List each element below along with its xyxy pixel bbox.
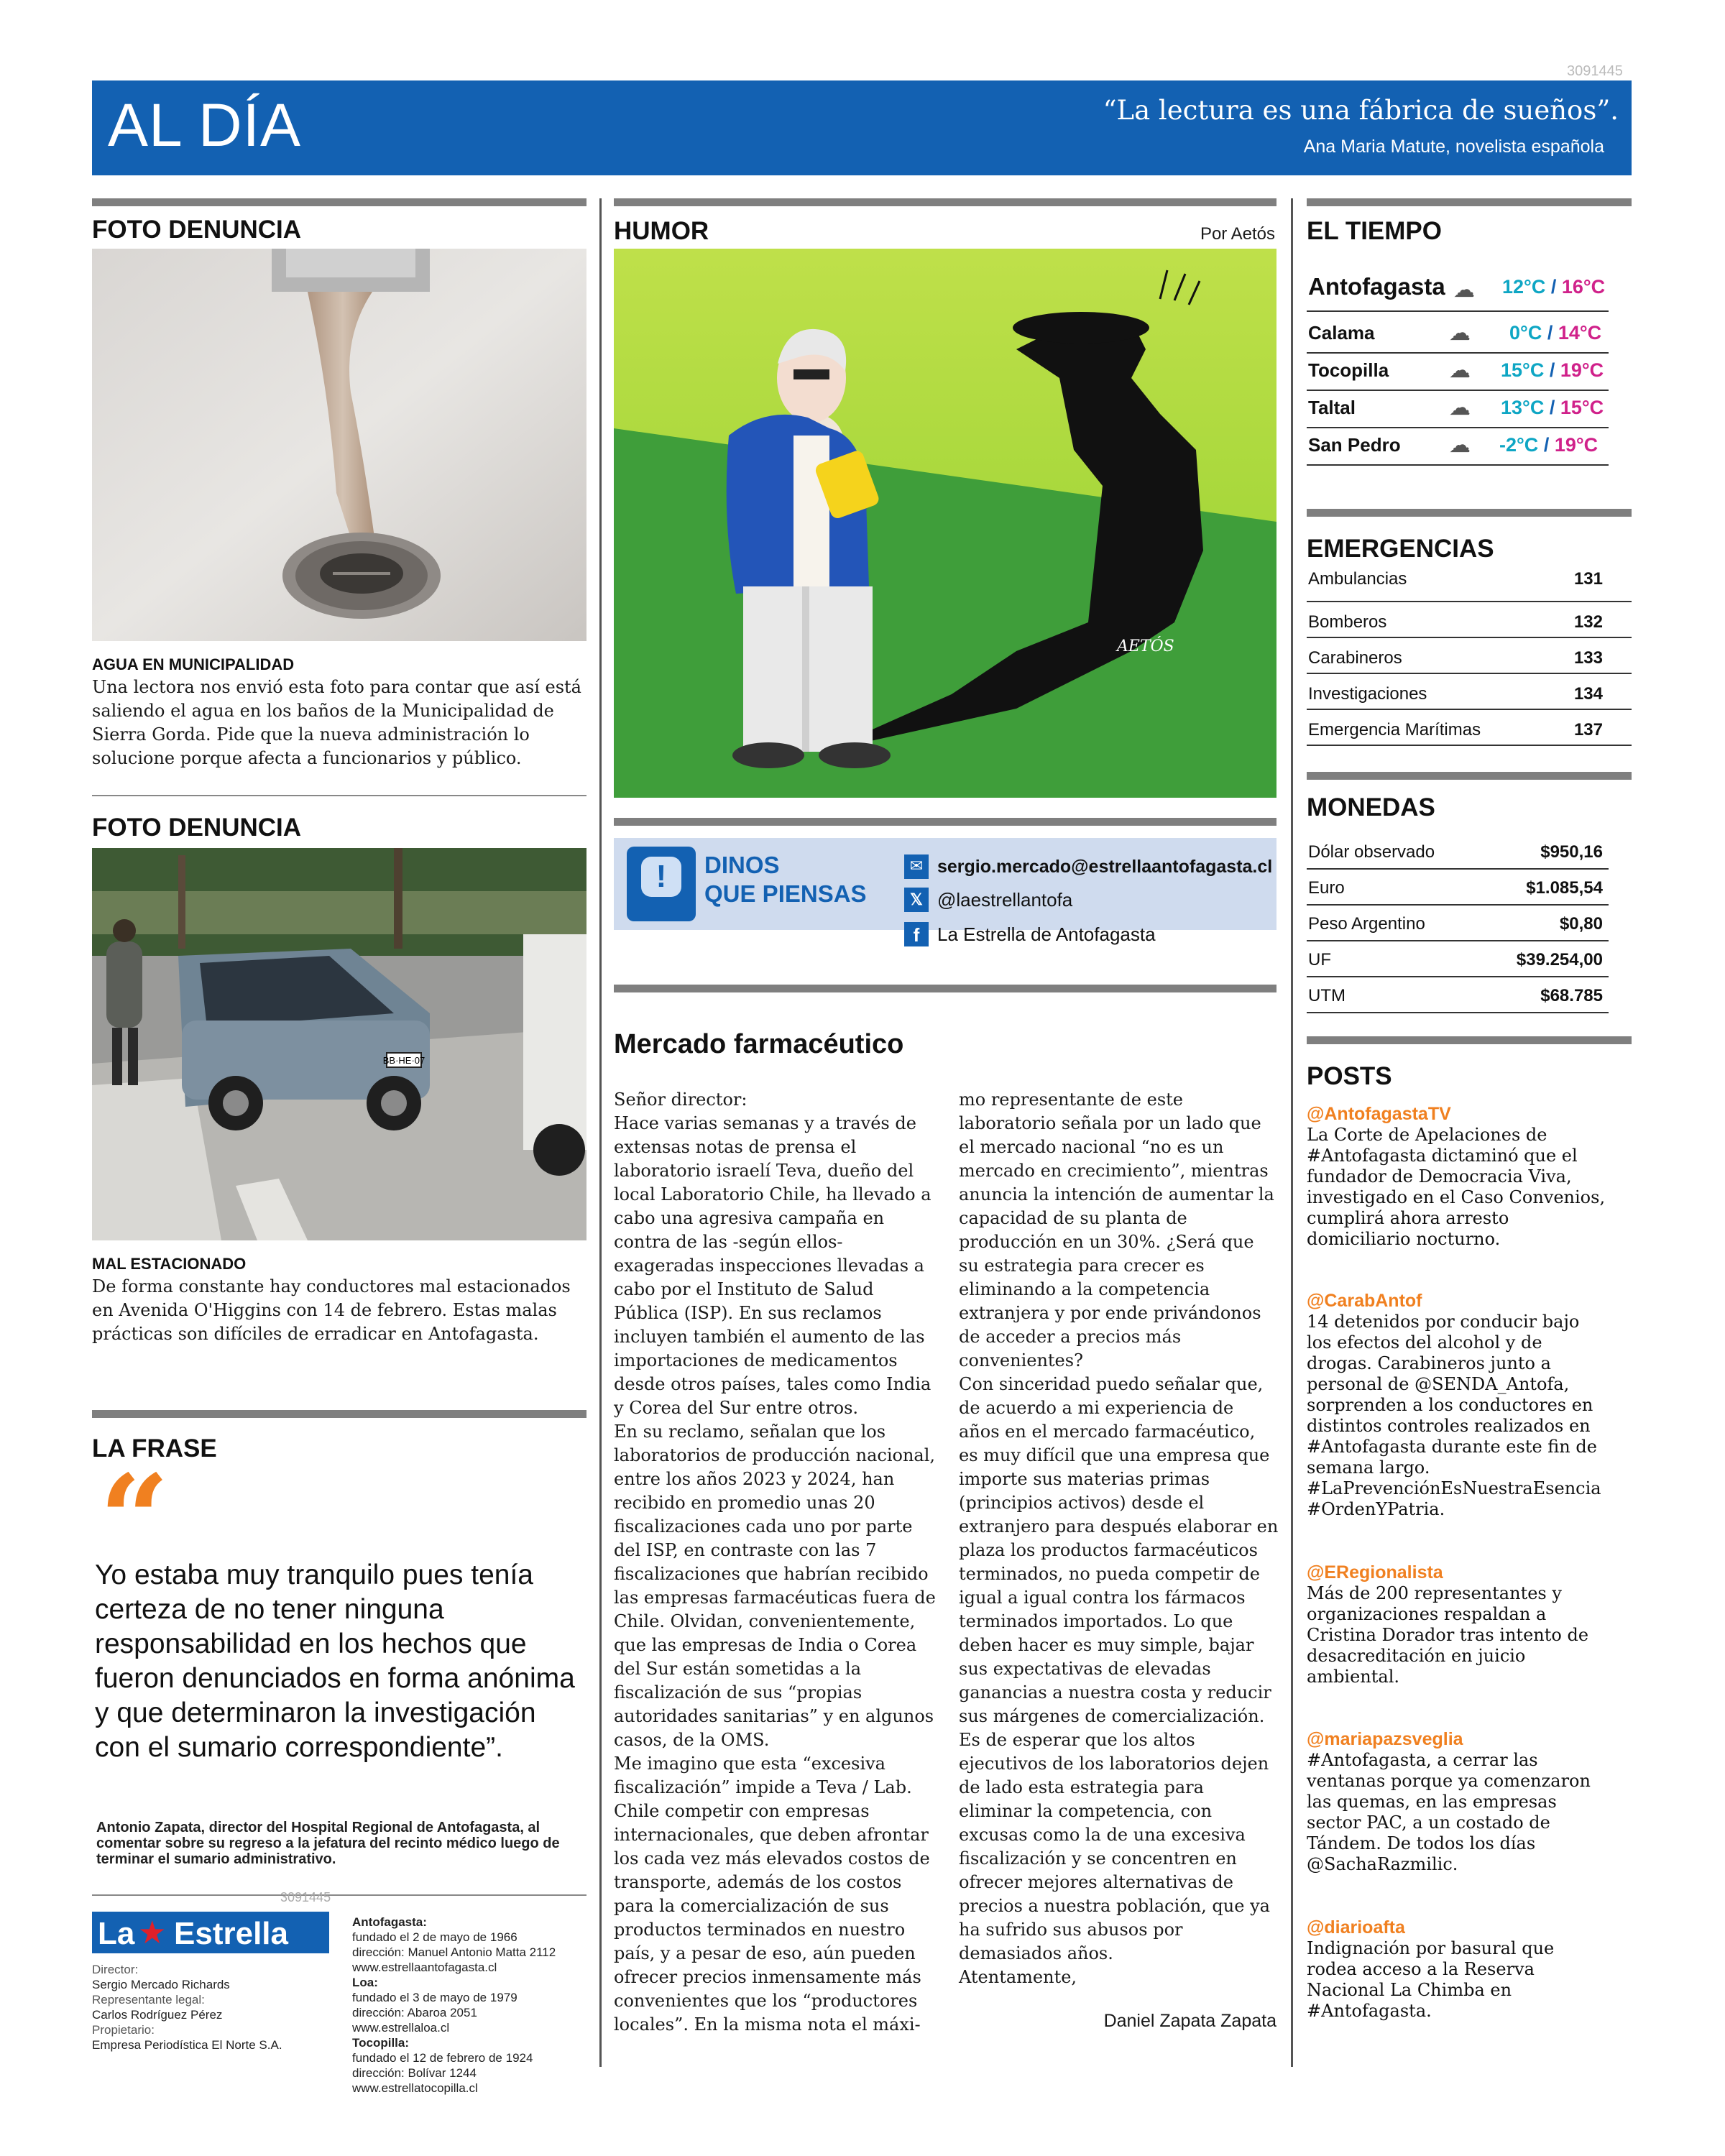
director-label: Director: — [92, 1963, 139, 1976]
masthead-staff — [92, 1962, 336, 2053]
license-plate: BB·HE·07 — [382, 1055, 426, 1066]
weather-city: San Pedro — [1308, 434, 1401, 456]
letter-column-1: Señor director: Hace varias semanas y a través de extensas notas de prensa el laboratorio israelí Teva, dueño del local Laboratorio Chile, ha llevado a cabo una agresiva campaña en contra de las -según ellos- exageradas inspecciones llevadas a cabo por el Instituto de Salud Pública (ISP). En sus reclamos incluyen también el aumento de las importaciones de medicamentos desde otros países, tales como India y Corea del Sur entre otros. En su reclamo, señalan que los laboratorios de producción nacional, entre los años 2023 y 2024, han recibido en promedio unas 20 fiscalizaciones cada uno por parte del ISP, en contraste con las 7 fiscalizaciones que habrían recibido las empresas farmacéuticas fuera de Chile. Olvidan, convenientemente, que las empresas de India o Corea del Sur están sometidas a la fiscalización de sus “propias autoridades sanitarias” y en algunos casos, de la OMS. Me imagino que esta “excesiva fiscalización” impide a Teva / Lab. Chile competir con empresas internacionales, que deben afrontar los cada vez más elevados costos de transporte, además de los costos para la comercialización de sus productos terminados en nuestro país, y a pesar de eso, aún pueden ofrecer precios inmensamente más convenientes que los “productores locales”. En la misma nota el máxi- — [614, 1089, 936, 2035]
item-value: $68.785 — [1540, 986, 1603, 1005]
section-bar — [614, 985, 1276, 992]
item-value: $0,80 — [1559, 914, 1603, 934]
photo1-title: AGUA EN MUNICIPALIDAD — [92, 655, 295, 673]
section-bar — [92, 1410, 586, 1418]
contact-list — [904, 851, 1272, 952]
masthead-code: 3091445 — [280, 1890, 331, 1904]
letter-column-2: mo representante de este laboratorio señala por un lado que el mercado nacional “no es un mercado en crecimiento”, mientras anuncia la intención de aumentar la capacidad de su planta de producción en un 30%. ¿Será que su estrategia para crecer es eliminando a la competencia extranjera y por ende privándonos de acceder a precios más convenientes? Con sinceridad puedo señalar que, de acuerdo a mi experiencia de años en el mercado farmacéutico, es muy difícil que una empresa que importe sus materias primas (principios activos) desde el extranjero para después elaborar en plaza los productos farmacéuticos terminados, no pueda competir de igual a igual contra los fármacos terminados importados. Lo que deben hacer es muy simple, bajar sus expectativas de elevadas ganancias a nuestra costa y reducir sus márgenes de comercialización. Es de esperar que los altos ejecutivos de los laboratorios dejen de lado esta estrategia para eliminar la competencia, con excusas como la de una excesiva fiscalización y se concentren en ofrecer mejores alternativas de precios a nuestra población, que ya ha sufrido sus abusos por demasiados años. Atentamente, — [959, 1089, 1279, 1987]
contact-x[interactable]: @laestrellantofa — [937, 888, 1073, 911]
item-label: Ambulancias — [1308, 569, 1407, 589]
cartoon-signature: AETÓS — [1117, 637, 1174, 655]
estrella-logo — [92, 1912, 329, 1953]
edition-founded: fundado el 12 de febrero de 1924 — [352, 2051, 533, 2065]
edition-address: dirección: Manuel Antonio Matta 2112 — [352, 1945, 556, 1959]
x-icon: 𝕏 — [904, 888, 929, 912]
list-item — [1307, 638, 1632, 674]
list-item — [1307, 977, 1609, 1013]
list-item — [1307, 674, 1632, 710]
dinos-title-line2: QUE PIENSAS — [704, 880, 867, 907]
item-value: 134 — [1573, 684, 1603, 704]
list-item — [1307, 566, 1632, 602]
humor-heading: HUMOR — [614, 217, 709, 245]
item-value: 137 — [1573, 720, 1603, 740]
facebook-icon: f — [904, 922, 929, 946]
post-handle[interactable]: @mariapazsveglia — [1307, 1729, 1463, 1749]
weather-city: Taltal — [1308, 397, 1356, 418]
temp-min: 15°C — [1501, 359, 1545, 381]
frase-quote: Yo estaba muy tranquilo pues tenía certeza de no tener ninguna responsabilidad en los hechos que fueron denunciados en forma anónima y que determinaron la investigación con el sumario correspondiente”. — [95, 1560, 575, 1763]
emergencias-list — [1307, 566, 1632, 746]
photo2-title: MAL ESTACIONADO — [92, 1255, 247, 1273]
monedas-heading: MONEDAS — [1307, 793, 1435, 821]
post-text: Indignación por basural que rodea acceso a la Reserva Nacional La Chimba en #Antofagasta. — [1307, 1938, 1555, 2021]
post-item — [1307, 1562, 1609, 1687]
post-handle[interactable]: @ERegionalista — [1307, 1562, 1443, 1583]
dinos-box — [614, 838, 1276, 946]
divider — [1307, 464, 1609, 466]
weather-heading: EL TIEMPO — [1307, 217, 1442, 245]
item-value: 133 — [1573, 648, 1603, 668]
temp-min: 12°C — [1502, 276, 1546, 298]
dinos-title-line1: DINOS — [704, 852, 780, 878]
column-divider — [599, 198, 602, 2067]
foto-denuncia-heading: FOTO DENUNCIA — [92, 216, 302, 244]
edition-web: www.estrellatocopilla.cl — [352, 2081, 478, 2095]
weather-city: Calama — [1308, 322, 1375, 344]
logo-text-estrella: Estrella — [174, 1916, 288, 1951]
rain-cloud-icon: ☁ — [1449, 396, 1471, 420]
divider — [92, 795, 586, 796]
temp-max: 16°C — [1561, 276, 1606, 298]
weather-city: Antofagasta — [1308, 273, 1445, 300]
edition-founded: fundado el 2 de mayo de 1966 — [352, 1930, 518, 1944]
weather-row-main: Antofagasta ☁ 12°C / 16°C — [1308, 273, 1606, 302]
item-label: Investigaciones — [1308, 684, 1427, 704]
edition-web: www.estrellaantofagasta.cl — [352, 1961, 497, 1974]
header-quote: “La lectura es una fábrica de sueños”. — [1103, 95, 1619, 126]
temp-min: -2°C — [1499, 434, 1539, 456]
temp-max: 19°C — [1560, 359, 1604, 381]
la-frase-heading: LA FRASE — [92, 1434, 217, 1462]
logo-text-la: La — [98, 1916, 135, 1951]
item-value: $950,16 — [1540, 842, 1603, 862]
column-divider — [1291, 198, 1293, 2067]
section-bar — [1307, 198, 1632, 206]
section-bar — [1307, 1036, 1632, 1044]
owner-name: Empresa Periodística El Norte S.A. — [92, 2038, 282, 2052]
divider — [92, 1894, 586, 1896]
list-item — [1307, 941, 1609, 977]
star-icon: ★ — [138, 1915, 167, 1951]
item-value: $39.254,00 — [1516, 950, 1603, 969]
weather-row: Calama ☁ 0°C / 14°C — [1308, 321, 1602, 345]
list-item — [1307, 834, 1609, 870]
monedas-list — [1307, 834, 1609, 1013]
item-label: UTM — [1308, 986, 1346, 1005]
speech-bubble-icon: ! — [627, 847, 696, 921]
post-handle[interactable]: @CarabAntof — [1307, 1291, 1422, 1311]
humor-cartoon — [614, 249, 1276, 798]
post-text: La Corte de Apelaciones de #Antofagasta dictaminó que el fundador de Democracia Viva, investigado en el Caso Convenios, cumplirá ahora arresto domiciliario nocturno. — [1307, 1125, 1606, 1249]
item-value: 132 — [1573, 612, 1603, 632]
edition-founded: fundado el 3 de mayo de 1979 — [352, 1991, 518, 2004]
section-header — [92, 80, 1632, 175]
posts-heading: POSTS — [1307, 1062, 1392, 1090]
frase-attribution: Antonio Zapata, director del Hospital Regional de Antofagasta, al comentar sobre su regreso a la jefatura del recinto médico luego de terminar el sumario administrativo. — [96, 1820, 560, 1867]
edition-city: Tocopilla: — [352, 2036, 410, 2050]
contact-facebook[interactable]: La Estrella de Antofagasta — [937, 923, 1156, 945]
water-photo — [92, 249, 586, 641]
item-label: Emergencia Marítimas — [1308, 720, 1481, 740]
section-bar — [1307, 772, 1632, 780]
section-bar — [614, 818, 1276, 826]
temp-max: 19°C — [1554, 434, 1598, 456]
post-handle[interactable]: @diarioafta — [1307, 1917, 1405, 1938]
item-label: UF — [1308, 950, 1331, 969]
fog-cloud-icon: ☁ — [1449, 433, 1471, 457]
post-item — [1307, 1104, 1609, 1250]
rep-label: Representante legal: — [92, 1993, 205, 2007]
mail-icon: ✉ — [904, 854, 929, 879]
edition-address: dirección: Bolívar 1244 — [352, 2066, 477, 2080]
edition-city: Loa: — [352, 1976, 378, 1989]
masthead-editions — [352, 1915, 589, 2096]
section-title: AL DÍA — [108, 91, 301, 159]
temp-max: 14°C — [1558, 322, 1602, 344]
item-label: Bomberos — [1308, 612, 1387, 632]
item-value: $1.085,54 — [1526, 878, 1603, 898]
post-item — [1307, 1729, 1609, 1875]
edition-address: dirección: Abaroa 2051 — [352, 2006, 477, 2019]
weather-row: Taltal ☁ 13°C / 15°C — [1308, 396, 1604, 420]
post-text: 14 detenidos por conducir bajo los efectos del alcohol y de drogas. Carabineros junto a personal de @SENDA_Antofa, sorprenden a los conductores en distintos controles realizados en #Antofagasta durante este fin de semana largo. #LaPrevenciónEsNuestraEsencia #OrdenYPatria. — [1307, 1312, 1601, 1519]
section-bar — [1307, 509, 1632, 517]
rain-cloud-icon: ☁ — [1449, 359, 1471, 382]
parked-car-photo — [92, 848, 586, 1240]
header-quote-author: Ana Maria Matute, novelista española — [1303, 137, 1604, 157]
weather-city: Tocopilla — [1308, 359, 1389, 381]
rain-cloud-icon: ☁ — [1453, 278, 1475, 302]
item-label: Carabineros — [1308, 648, 1402, 668]
foto-denuncia-heading-2: FOTO DENUNCIA — [92, 814, 302, 842]
temp-max: 15°C — [1560, 397, 1604, 418]
post-item — [1307, 1291, 1609, 1520]
temp-min: 13°C — [1501, 397, 1545, 418]
photo2-caption: De forma constante hay conductores mal estacionados en Avenida O'Higgins con 14 de febrero. Estas malas prácticas son difíciles de erradicar en Antofagasta. — [92, 1276, 571, 1344]
post-text: Más de 200 representantes y organizaciones respaldan a Cristina Dorador tras intento de desacreditación en juicio ambiental. — [1307, 1583, 1589, 1687]
item-label: Dólar observado — [1308, 842, 1435, 862]
list-item — [1307, 870, 1609, 906]
letter-title: Mercado farmacéutico — [614, 1029, 904, 1059]
post-item — [1307, 1917, 1609, 2022]
humor-byline: Por Aetós — [1200, 224, 1275, 244]
dinos-title — [704, 851, 867, 908]
director-name: Sergio Mercado Richards — [92, 1978, 230, 1991]
edition-web: www.estrellaloa.cl — [352, 2021, 450, 2035]
quote-mark: “ — [99, 1448, 170, 1592]
divider — [1307, 310, 1609, 312]
emergencias-heading: EMERGENCIAS — [1307, 535, 1494, 563]
item-label: Peso Argentino — [1308, 914, 1425, 934]
fog-cloud-icon: ☁ — [1449, 321, 1471, 345]
page-code: 3091445 — [1567, 63, 1623, 79]
weather-row: San Pedro ☁ -2°C / 19°C — [1308, 433, 1598, 457]
item-value: 131 — [1573, 569, 1603, 589]
list-item — [1307, 602, 1632, 638]
post-text: #Antofagasta, a cerrar las ventanas porque ya comenzaron las quemas, en las empresas sector PAC, a un costado de Tándem. De todos los días @SachaRazmilic. — [1307, 1750, 1591, 1874]
edition-city: Antofagasta: — [352, 1915, 427, 1929]
photo1-caption: Una lectora nos envió esta foto para contar que así está saliendo el agua en los baños de la Municipalidad de Sierra Gorda. Pide que la nueva administración lo solucione porque afecta a funcionarios y público. — [92, 677, 581, 768]
list-item — [1307, 710, 1632, 746]
post-handle[interactable]: @AntofagastaTV — [1307, 1104, 1451, 1124]
contact-email[interactable]: sergio.mercado@estrellaantofagasta.cl — [937, 856, 1273, 877]
letter-signature: Daniel Zapata Zapata — [1103, 2011, 1276, 2031]
owner-label: Propietario: — [92, 2023, 155, 2037]
temp-min: 0°C — [1509, 322, 1542, 344]
weather-row: Tocopilla ☁ 15°C / 19°C — [1308, 359, 1604, 382]
section-bar — [614, 198, 1276, 206]
rep-name: Carlos Rodríguez Pérez — [92, 2008, 223, 2022]
item-label: Euro — [1308, 878, 1345, 898]
section-bar — [92, 198, 586, 206]
list-item — [1307, 906, 1609, 941]
